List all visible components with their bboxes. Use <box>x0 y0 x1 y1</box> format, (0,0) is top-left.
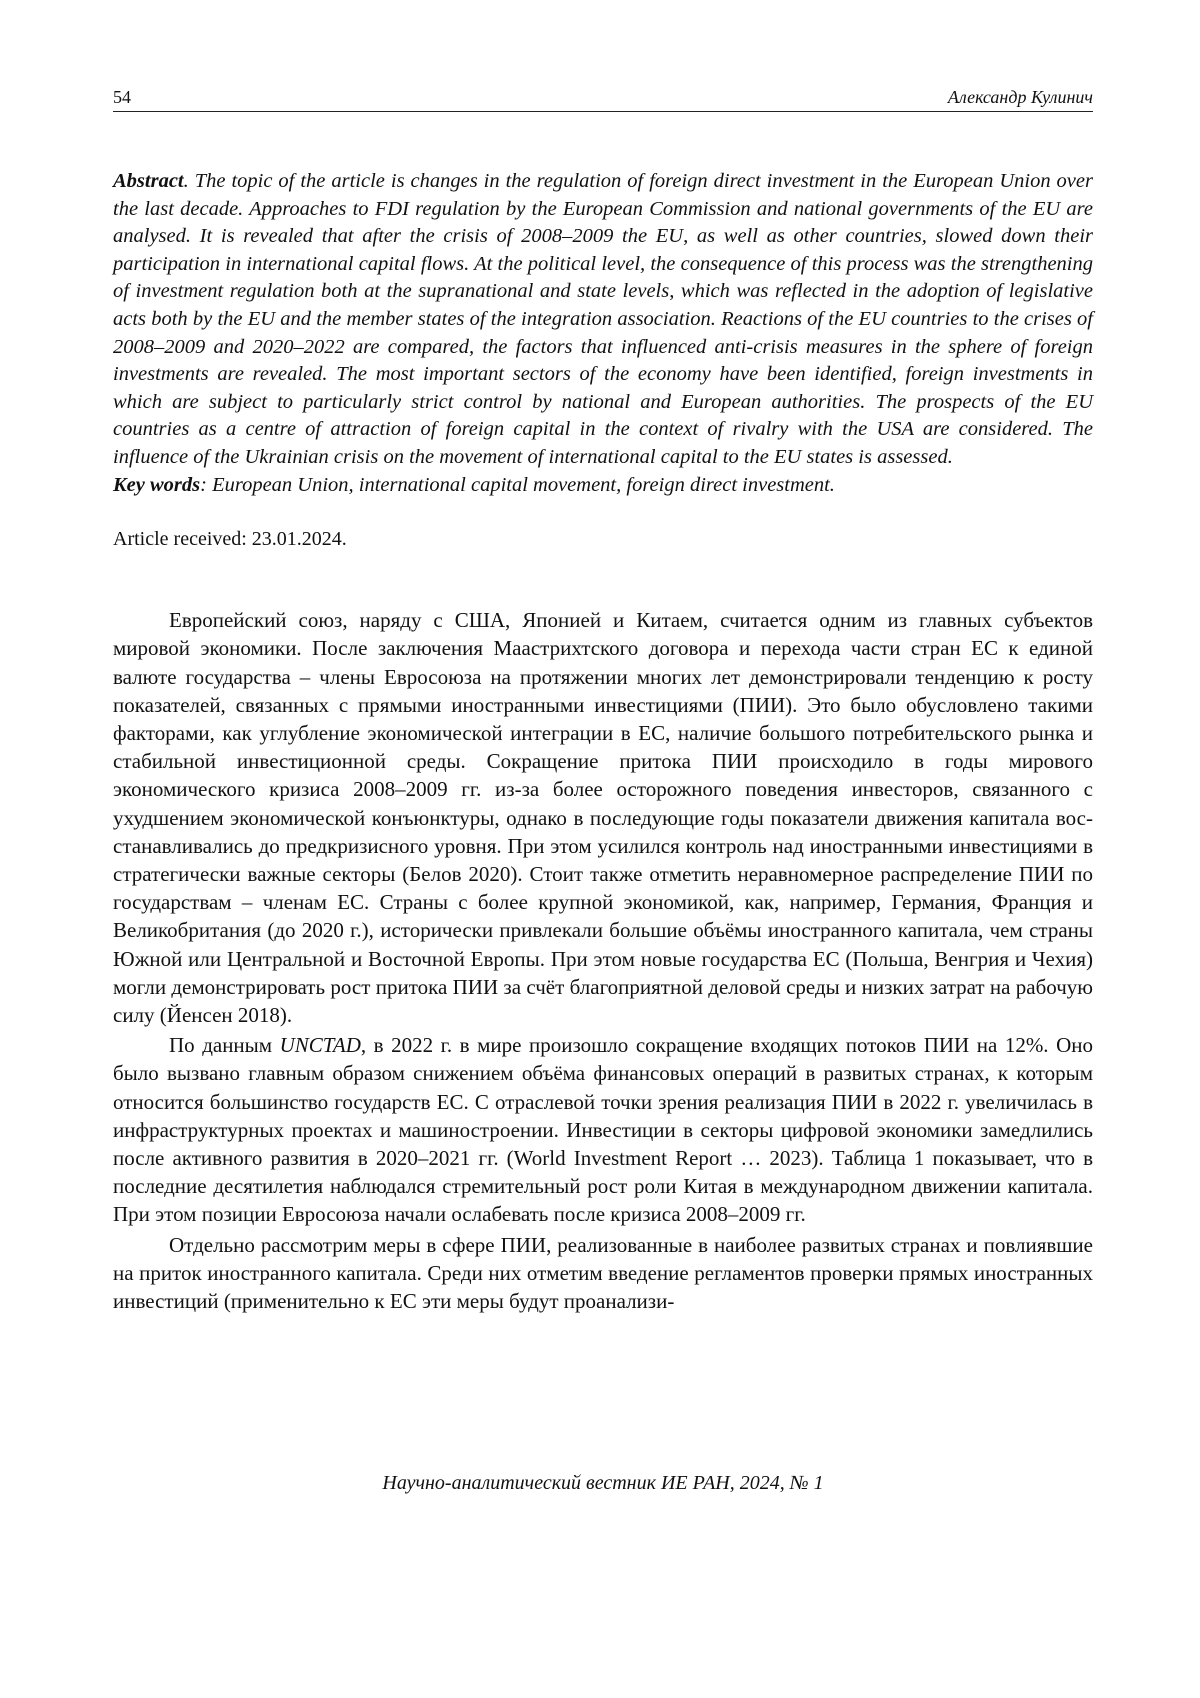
article-received: Article received: 23.01.2024. <box>113 528 347 551</box>
keywords-paragraph <box>113 472 1093 500</box>
abstract-text: . The topic of the article is changes in the regulation of foreign direct investment in the European Union over the last decade. Approaches to FDI regulation by the European Commission and national governments of the EU are analysed. It is revealed that after the crisis of 2008–2009 the EU, as well as other countries, slowed down their participation in international capital flows. At the political level, the consequence of this process was the strengthening of investment regulation both at the supranational and state levels, which was reflected in the adoption of legislative acts both by the EU and the member states of the integration association. Reactions of the EU countries to the crises of 2008–2009 and 2020–2022 are compared, the factors that influenced anti-crisis measures in the sphere of foreign investments are revealed. The most important sectors of the economy have been identified, foreign investments in which are subject to particularly strict control by national and European authorities. The prospects of the EU countries as a centre of attraction of foreign capital in the context of rivalry with the USA are considered. The influence of the Ukrainian crisis on the movement of international capital to the EU states is assessed. <box>113 170 1093 468</box>
body-paragraph-2-start: По данным <box>169 1033 280 1058</box>
abstract-paragraph <box>113 168 1093 472</box>
body-paragraph-3: Отдельно рассмотрим меры в сфере ПИИ, реализованные в наиболее развитых странах и повлиявшие на приток иностранного капитала. Среди них отметим введение регламентов проверки прямых иностранных инвестиций (применительно к ЕС эти меры будут проанализи- <box>113 1232 1093 1313</box>
abstract-label: Abstract <box>113 170 184 192</box>
body-text <box>113 606 1093 1315</box>
body-paragraph-1: Европейский союз, наряду с США, Японией и Китаем, считается одним из главных субъектов мировой экономики. После заключения Маастрихтского договора и перехода части стран ЕС к единой валюте государства – члены Евросоюза на протяжении многих лет демонстрировали тенденцию к росту показателей, связанных с прямыми иностранными инвестициями (ПИИ). Это было обусловлено такими факторами, как углубление экономической интеграции в ЕС, наличие большого потребительского рынка и стабильной инвестиционной среды. Сокращение притока ПИИ происходило в годы мирового экономического кризиса 2008–2009 гг. из-за более осторожного поведения инвесторов, связанного с ухудшением экономической конъюнктуры, однако в последующие годы показатели движения капитала восстанавливались до предкризисного уровня. При этом усилился контроль над иностранными инвестициями в стратегически важные секторы (Белов 2020). Стоит также отметить неравномерное распределение ПИИ по государствам – членам ЕС. Страны с более крупной экономикой, как, например, Германия, Франция и Великобритания (до 2020 г.), исторически привлекали большие объёмы иностранного капитала, чем страны Южной или Центральной и Восточной Европы. При этом новые государства ЕС (Польша, Венгрия и Чехия) могли демонстрировать рост притока ПИИ за счёт благоприятной деловой среды и низких затрат на рабочую силу (Йенсен 2018). <box>113 608 1093 1027</box>
keywords-text: : European Union, international capital movement, foreign direct investment. <box>200 473 835 496</box>
unctad-term: UNCTAD <box>279 1033 361 1058</box>
page <box>113 80 1093 1640</box>
abstract-block <box>113 168 1093 499</box>
keywords-label: Key words <box>113 473 201 496</box>
body-paragraph-2 <box>113 1031 1093 1228</box>
running-header <box>113 80 1093 112</box>
page-number: 54 <box>113 87 131 107</box>
body-paragraph-2-rest: , в 2022 г. в мире произошло сокращение входящих потоков ПИИ на 12%. Оно было вызвано главным образом снижением объёма финансовых операций в развитых странах, к которым относится большинство государств ЕС. С отраслевой точки зрения реализация ПИИ в 2022 г. увеличилась в инфраструктурных проектах и машиностроении. Инвестиции в секторы цифровой экономики замедлились после активного развития в 2020–2021 гг. (World Investment Report … 2023). Таблица 1 показывает, что в последние десятилетия наблюдался стремительный рост роли Китая в международном движении капитала. При этом позиции Евросоюза начали ослабевать после кризиса 2008–2009 гг. <box>113 1033 1093 1227</box>
running-header-author: Александр Кулинич <box>947 87 1093 107</box>
journal-footer: Научно-аналитический вестник ИЕ РАН, 2024, № 1 <box>382 1472 824 1494</box>
